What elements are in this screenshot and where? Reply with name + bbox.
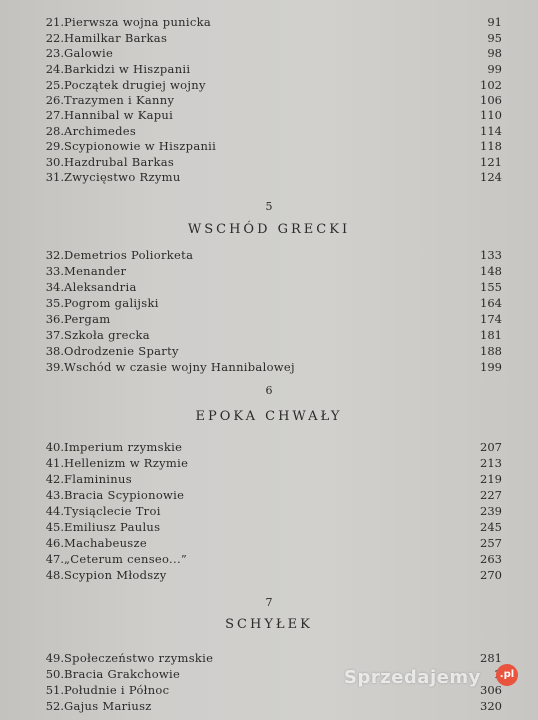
- entry-number: 43.: [45, 488, 64, 502]
- entry-title: Pierwsza wojna punicka: [64, 15, 212, 29]
- toc-entry: [0, 139, 538, 154]
- entry-title: Bracia Grakchowie: [64, 667, 181, 681]
- entry-page: 124: [480, 170, 502, 184]
- section-title: SCHYŁEK: [225, 617, 313, 632]
- entry-title: Południe i Północ: [64, 683, 170, 697]
- entry-page: 174: [480, 312, 502, 326]
- entry-number: 38.: [45, 344, 64, 358]
- entry-title: Imperium rzymskie: [64, 440, 183, 454]
- entry-title: Trazymen i Kanny: [64, 93, 175, 107]
- entry-page: 148: [480, 264, 502, 278]
- toc-entry: [0, 280, 538, 295]
- entry-title: Hamilkar Barkas: [64, 31, 168, 45]
- toc-entry: [0, 31, 538, 46]
- toc-entry: [0, 46, 538, 61]
- toc-entry: [0, 699, 538, 714]
- entry-title: Emiliusz Paulus: [64, 520, 161, 534]
- watermark-logo: Sprzedajemy: [344, 667, 481, 688]
- toc-entry: [0, 344, 538, 359]
- entry-page: 91: [487, 15, 502, 29]
- toc-entry: [0, 62, 538, 77]
- section-number: 6: [265, 384, 273, 397]
- entry-number: 48.: [45, 568, 64, 582]
- toc-entry: [0, 488, 538, 503]
- toc-entry: [0, 312, 538, 327]
- entry-title: Pogrom galijski: [64, 296, 159, 310]
- entry-number: 29.: [45, 139, 64, 153]
- entry-title: Zwycięstwo Rzymu: [64, 170, 181, 184]
- entry-title: Odrodzenie Sparty: [64, 344, 179, 358]
- entry-title: Scypion Młodszy: [64, 568, 167, 582]
- entry-number: 35.: [45, 296, 64, 310]
- entry-number: 39.: [45, 360, 64, 374]
- entry-title: Machabeusze: [64, 536, 147, 550]
- entry-number: 37.: [45, 328, 64, 342]
- toc-entry: [0, 472, 538, 487]
- entry-number: 31.: [45, 170, 64, 184]
- entry-title: Galowie: [64, 46, 114, 60]
- toc-entry: [0, 124, 538, 139]
- entry-title: Aleksandria: [64, 280, 137, 294]
- entry-title: „Ceterum censeo...”: [64, 552, 188, 566]
- toc-entry: [0, 456, 538, 471]
- entry-title: Menander: [64, 264, 127, 278]
- entry-page: 102: [480, 78, 502, 92]
- toc-entry: [0, 328, 538, 343]
- entry-title: Początek drugiej wojny: [64, 78, 206, 92]
- entry-number: 41.: [45, 456, 64, 470]
- entry-title: Barkidzi w Hiszpanii: [64, 62, 191, 76]
- toc-entry: [0, 78, 538, 93]
- entry-page: 114: [480, 124, 502, 138]
- entry-number: 21.: [45, 15, 64, 29]
- entry-page: 106: [480, 93, 502, 107]
- entry-title: Wschód w czasie wojny Hannibalowej: [64, 360, 295, 374]
- toc-entry: [0, 520, 538, 535]
- entry-number: 45.: [45, 520, 64, 534]
- entry-number: 42.: [45, 472, 64, 486]
- entry-page: 99: [487, 62, 502, 76]
- entry-title: Demetrios Poliorketa: [64, 248, 194, 262]
- entry-page: 199: [480, 360, 502, 374]
- entry-page: 121: [480, 155, 502, 169]
- entry-number: 46.: [45, 536, 64, 550]
- section-number: 5: [265, 200, 273, 213]
- entry-title: Archimedes: [64, 124, 137, 138]
- entry-number: 27.: [45, 108, 64, 122]
- entry-page: 257: [480, 536, 502, 550]
- entry-title: Społeczeństwo rzymskie: [64, 651, 214, 665]
- entry-title: Hannibal w Kapui: [64, 108, 174, 122]
- entry-page: 95: [487, 31, 502, 45]
- toc-entry: [0, 360, 538, 375]
- entry-number: 40.: [45, 440, 64, 454]
- entry-page: 188: [480, 344, 502, 358]
- entry-title: Bracia Scypionowie: [64, 488, 185, 502]
- entry-title: Scypionowie w Hiszpanii: [64, 139, 217, 153]
- entry-title: Hazdrubal Barkas: [64, 155, 175, 169]
- entry-page: 227: [480, 488, 502, 502]
- entry-title: Tysiąclecie Troi: [64, 504, 161, 518]
- toc-entry: [0, 504, 538, 519]
- toc-entry: [0, 651, 538, 666]
- entry-number: 47.: [45, 552, 64, 566]
- toc-entry: [0, 108, 538, 123]
- toc-entry: [0, 536, 538, 551]
- entry-number: 34.: [45, 280, 64, 294]
- entry-page: 245: [480, 520, 502, 534]
- entry-number: 28.: [45, 124, 64, 138]
- toc-entry: [0, 296, 538, 311]
- entry-title: Szkoła grecka: [64, 328, 150, 342]
- entry-number: 24.: [45, 62, 64, 76]
- entry-page: 281: [480, 651, 502, 665]
- entry-number: 26.: [45, 93, 64, 107]
- toc-entry: [0, 264, 538, 279]
- entry-number: 44.: [45, 504, 64, 518]
- toc-entry: [0, 15, 538, 30]
- entry-number: 23.: [45, 46, 64, 60]
- entry-number: 22.: [45, 31, 64, 45]
- entry-page: 213: [480, 456, 502, 470]
- section-number: 7: [265, 596, 273, 609]
- entry-number: 32.: [45, 248, 64, 262]
- section-title: WSCHÓD GRECKI: [187, 222, 351, 237]
- section-title: EPOKA CHWAŁY: [195, 409, 343, 424]
- entry-page: 133: [480, 248, 502, 262]
- entry-page: 270: [480, 568, 502, 582]
- entry-number: 50.: [45, 667, 64, 681]
- toc-entry: [0, 568, 538, 583]
- entry-page: 263: [480, 552, 502, 566]
- toc-entry: [0, 155, 538, 170]
- toc-entry: [0, 248, 538, 263]
- entry-page: 239: [480, 504, 502, 518]
- entry-page: 181: [480, 328, 502, 342]
- entry-title: Gajus Mariusz: [64, 699, 152, 713]
- entry-number: 51.: [45, 683, 64, 697]
- watermark-badge: .pl: [496, 664, 518, 686]
- entry-number: 49.: [45, 651, 64, 665]
- entry-page: 118: [480, 139, 502, 153]
- toc-entry: [0, 93, 538, 108]
- entry-page: 306: [480, 683, 502, 697]
- entry-number: 25.: [45, 78, 64, 92]
- entry-page: 320: [480, 699, 502, 713]
- entry-page: 219: [480, 472, 502, 486]
- toc-entry: [0, 552, 538, 567]
- entry-title: Flamininus: [64, 472, 132, 486]
- entry-number: 36.: [45, 312, 64, 326]
- entry-page: 110: [480, 108, 502, 122]
- entry-number: 52.: [45, 699, 64, 713]
- entry-number: 30.: [45, 155, 64, 169]
- entry-page: 164: [480, 296, 502, 310]
- entry-title: Pergam: [64, 312, 111, 326]
- toc-entry: [0, 440, 538, 455]
- entry-title: Hellenizm w Rzymie: [64, 456, 189, 470]
- entry-page: 98: [487, 46, 502, 60]
- entry-number: 33.: [45, 264, 64, 278]
- entry-page: 207: [480, 440, 502, 454]
- entry-page: 155: [480, 280, 502, 294]
- toc-entry: [0, 170, 538, 185]
